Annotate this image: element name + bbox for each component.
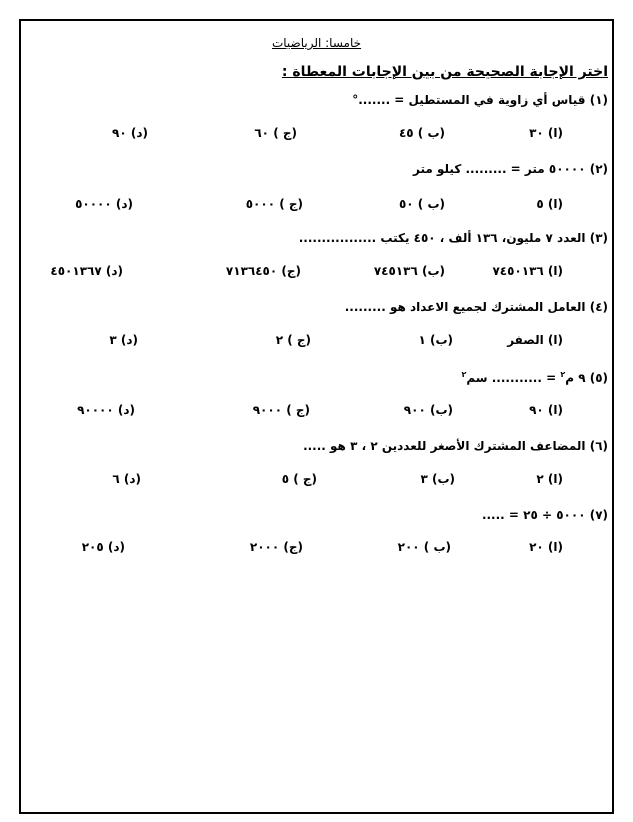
question-6: (٦) المضاعف المشترك الأصغر للعددين ٢ ، ٣ هو ..... [303,439,608,453]
option-2b[interactable]: (ب ) ٥٠ [398,197,445,211]
option-6d[interactable]: (د) ٦ [112,472,141,486]
question-5 [461,370,608,385]
option-2a[interactable]: (ا) ٥ [536,197,563,211]
option-7c[interactable]: (ج) ٢٠٠٠ [249,540,303,554]
option-5c[interactable]: (ج ) ٩٠٠٠ [252,403,310,417]
option-5b[interactable]: (ب) ٩٠٠ [403,403,453,417]
option-6a[interactable]: (ا) ٢ [536,472,563,486]
option-1c[interactable]: (ج ) ٦٠ [254,126,297,140]
option-5d[interactable]: (د) ٩٠٠٠٠ [77,403,135,417]
question-5-end: = ........... سم [466,371,561,385]
subject-title: خامسا: الرياضيات [271,36,362,50]
option-1d[interactable]: (د) ٩٠ [112,126,148,140]
square-superscript: ٢ [560,370,566,379]
option-7d[interactable]: (د) ٢٠٥ [81,540,125,554]
question-5-start: (٥) ٩ م [565,371,608,385]
option-1b[interactable]: (ب ) ٤٥ [398,126,445,140]
option-2c[interactable]: (ج ) ٥٠٠٠ [245,197,303,211]
option-4b[interactable]: (ب) ١ [418,333,453,347]
option-3a[interactable]: (ا) ٧٤٥٠١٣٦ [492,264,563,278]
option-4a[interactable]: (ا) الصفر [507,333,563,347]
option-3c[interactable]: (ج) ٧١٣٦٤٥٠ [225,264,301,278]
option-1a[interactable]: (ا) ٣٠ [529,126,563,140]
question-3: (٣) العدد ٧ مليون، ١٣٦ ألف ، ٤٥٠ يكتب ................. [298,231,608,245]
option-6c[interactable]: (ج ) ٥ [281,472,317,486]
question-1: (١) قياس أي زاوية في المستطيل = .......° [352,93,608,107]
option-2d[interactable]: (د) ٥٠٠٠٠ [75,197,133,211]
option-3d[interactable]: (د) ٤٥٠١٣٦٧ [50,264,123,278]
option-7a[interactable]: (ا) ٢٠ [529,540,563,554]
option-4c[interactable]: (ج ) ٢ [275,333,311,347]
square-superscript: ٢ [461,370,467,379]
question-4: (٤) العامل المشترك لجميع الاعداد هو ......... [344,300,608,314]
option-6b[interactable]: (ب) ٣ [420,472,455,486]
option-3b[interactable]: (ب) ٧٤٥١٣٦ [373,264,445,278]
option-5a[interactable]: (ا) ٩٠ [529,403,563,417]
instruction-heading: اختر الإجابة الصحيحة من بين الإجابات المعطاة : [281,64,608,80]
question-7: (٧) ٥٠٠٠ ÷ ٢٥ = ..... [481,508,608,522]
option-7b[interactable]: (ب ) ٢٠٠ [397,540,451,554]
option-4d[interactable]: (د) ٣ [109,333,138,347]
question-2: (٢) ٥٠٠٠٠ متر = ......... كيلو متر [413,162,608,176]
